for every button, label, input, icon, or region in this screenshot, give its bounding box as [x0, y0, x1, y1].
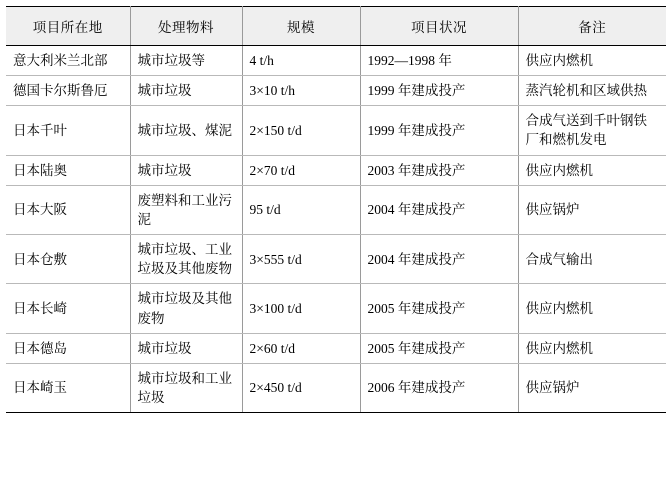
- cell-material: 城市垃圾: [130, 155, 242, 185]
- cell-location: 日本长崎: [6, 284, 130, 333]
- cell-material: 城市垃圾和工业垃圾: [130, 363, 242, 412]
- cell-note: 供应内燃机: [518, 333, 666, 363]
- cell-note: 蒸汽轮机和区域供热: [518, 76, 666, 106]
- cell-scale: 2×70 t/d: [242, 155, 360, 185]
- table-row: [6, 106, 666, 155]
- column-header-scale: 规模: [242, 7, 360, 46]
- cell-scale: 2×450 t/d: [242, 363, 360, 412]
- cell-material: 城市垃圾、煤泥: [130, 106, 242, 155]
- table-body: [6, 46, 666, 413]
- cell-status: 2004 年建成投产: [360, 235, 518, 284]
- cell-scale: 95 t/d: [242, 185, 360, 234]
- cell-location: 德国卡尔斯鲁厄: [6, 76, 130, 106]
- cell-note: 供应锅炉: [518, 363, 666, 412]
- cell-material: 废塑料和工业污泥: [130, 185, 242, 234]
- cell-status: 1999 年建成投产: [360, 76, 518, 106]
- column-header-location: 项目所在地: [6, 7, 130, 46]
- column-header-status: 项目状况: [360, 7, 518, 46]
- cell-status: 1992—1998 年: [360, 46, 518, 76]
- table-row: [6, 363, 666, 412]
- cell-note: 供应内燃机: [518, 46, 666, 76]
- cell-status: 2005 年建成投产: [360, 333, 518, 363]
- cell-note: 供应内燃机: [518, 155, 666, 185]
- cell-status: 2005 年建成投产: [360, 284, 518, 333]
- cell-material: 城市垃圾、工业垃圾及其他废物: [130, 235, 242, 284]
- table-row: [6, 155, 666, 185]
- cell-note: 合成气送到千叶钢铁厂和燃机发电: [518, 106, 666, 155]
- cell-location: 日本大阪: [6, 185, 130, 234]
- table-row: [6, 284, 666, 333]
- table-row: [6, 235, 666, 284]
- cell-scale: 2×60 t/d: [242, 333, 360, 363]
- cell-status: 2003 年建成投产: [360, 155, 518, 185]
- cell-location: 日本千叶: [6, 106, 130, 155]
- projects-table: [6, 6, 666, 413]
- cell-location: 日本仓敷: [6, 235, 130, 284]
- cell-location: 日本崎玉: [6, 363, 130, 412]
- cell-location: 日本德岛: [6, 333, 130, 363]
- cell-material: 城市垃圾等: [130, 46, 242, 76]
- cell-material: 城市垃圾: [130, 76, 242, 106]
- cell-location: 意大利米兰北部: [6, 46, 130, 76]
- cell-status: 2006 年建成投产: [360, 363, 518, 412]
- table-row: [6, 46, 666, 76]
- cell-note: 供应内燃机: [518, 284, 666, 333]
- cell-scale: 3×10 t/h: [242, 76, 360, 106]
- cell-note: 供应锅炉: [518, 185, 666, 234]
- table-header-row: [6, 7, 666, 46]
- cell-scale: 3×555 t/d: [242, 235, 360, 284]
- column-header-material: 处理物料: [130, 7, 242, 46]
- cell-status: 1999 年建成投产: [360, 106, 518, 155]
- cell-material: 城市垃圾及其他废物: [130, 284, 242, 333]
- cell-material: 城市垃圾: [130, 333, 242, 363]
- cell-location: 日本陆奥: [6, 155, 130, 185]
- cell-note: 合成气输出: [518, 235, 666, 284]
- column-header-note: 备注: [518, 7, 666, 46]
- table-row: [6, 185, 666, 234]
- table-row: [6, 76, 666, 106]
- cell-scale: 3×100 t/d: [242, 284, 360, 333]
- cell-scale: 2×150 t/d: [242, 106, 360, 155]
- table-header: [6, 7, 666, 46]
- cell-status: 2004 年建成投产: [360, 185, 518, 234]
- table-row: [6, 333, 666, 363]
- cell-scale: 4 t/h: [242, 46, 360, 76]
